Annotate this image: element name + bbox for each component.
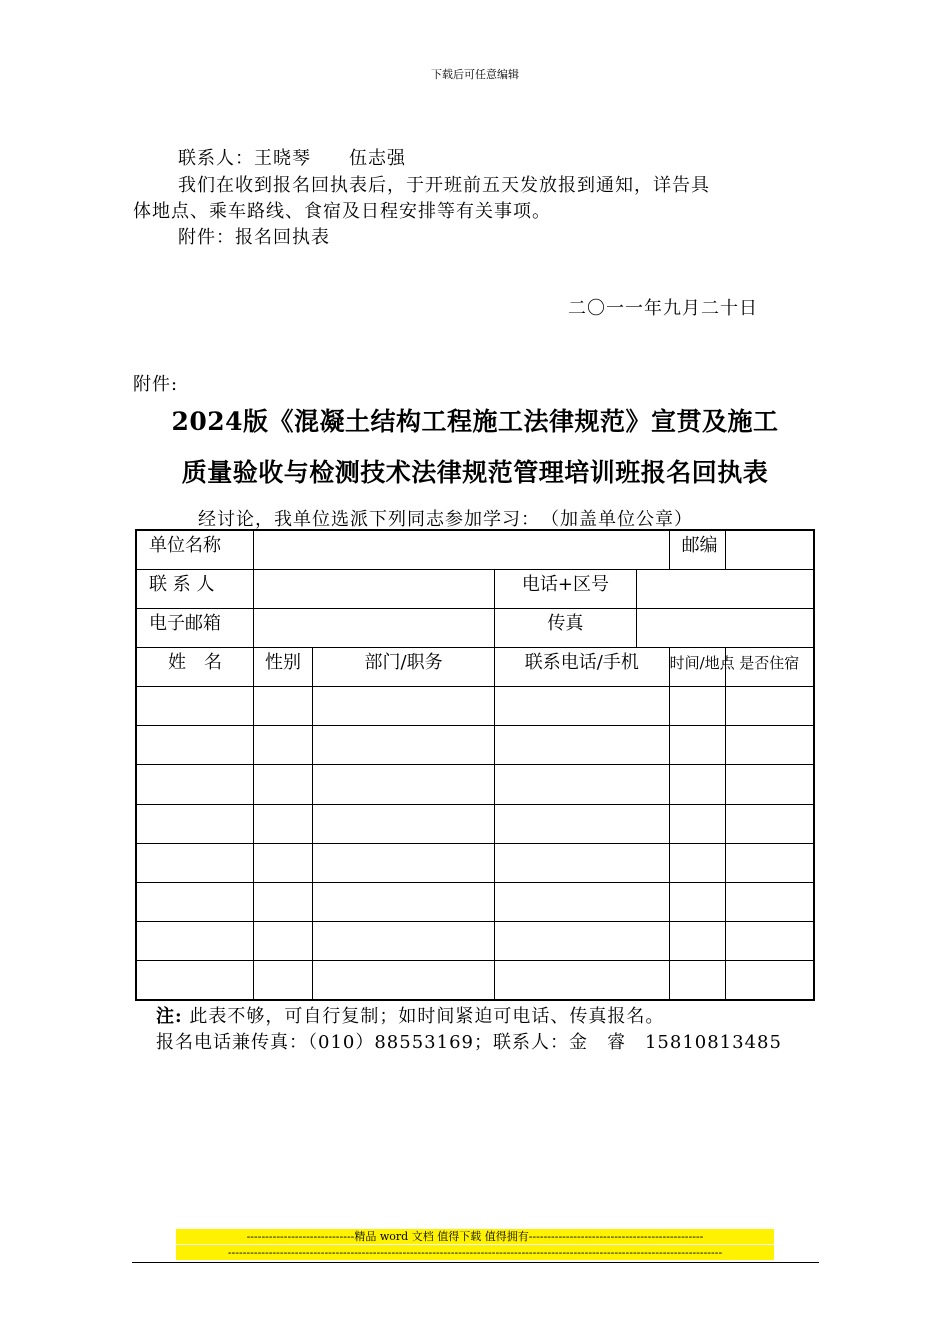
attendee-lodging-cell[interactable] [725,843,814,882]
attendee-row [136,882,814,921]
attendee-name-cell[interactable] [136,882,253,921]
attendee-row [136,960,814,1000]
attachment-line: 附件：报名回执表 [178,227,330,248]
registration-form-table [135,529,815,1001]
column-header-name: 姓 名 [136,648,253,687]
notice-line-2: 体地点、乘车路线、食宿及日程安排等有关事项。 [133,201,551,222]
attendee-name-cell[interactable] [136,960,253,1000]
attendee-phone-cell[interactable] [495,960,670,1000]
attendee-row [136,687,814,726]
attendee-department-cell[interactable] [313,843,495,882]
fax-label: 传真 [495,609,637,648]
attendee-row [136,804,814,843]
unit-name-field[interactable] [253,530,669,570]
attendee-department-cell[interactable] [313,921,495,960]
note-label: 注: [156,1006,183,1027]
attendee-phone-cell[interactable] [495,726,670,765]
attendee-department-cell[interactable] [313,726,495,765]
attendee-lodging-cell[interactable] [725,960,814,1000]
attendee-gender-cell[interactable] [253,687,312,726]
header-note: 下载后可任意编辑 [431,68,519,81]
column-header-department: 部门/职务 [313,648,495,687]
attendee-gender-cell[interactable] [253,765,312,804]
attendee-phone-cell[interactable] [495,804,670,843]
note-text: 此表不够，可自行复制；如时间紧迫可电话、传真报名。 [189,1006,665,1027]
postcode-field[interactable] [725,530,814,570]
letter-date: 二〇一一年九月二十日 [568,298,758,319]
form-note [156,1002,664,1028]
attendee-time-place-cell[interactable] [669,726,725,765]
attendee-row [136,921,814,960]
unit-name-label: 单位名称 [136,530,253,570]
attendee-lodging-cell[interactable] [725,882,814,921]
attendee-time-place-cell[interactable] [669,843,725,882]
appendix-label: 附件: [133,374,179,395]
attendee-time-place-cell[interactable] [669,804,725,843]
attendee-row [136,843,814,882]
attendee-phone-cell[interactable] [495,882,670,921]
attendee-name-cell[interactable] [136,765,253,804]
attendee-department-cell[interactable] [313,765,495,804]
attendee-name-cell[interactable] [136,726,253,765]
attendee-time-place-cell[interactable] [669,882,725,921]
attendee-time-place-cell[interactable] [669,960,725,1000]
contact-row [136,570,814,609]
attendee-phone-cell[interactable] [495,921,670,960]
email-row [136,609,814,648]
form-intro: 经讨论，我单位选派下列同志参加学习： （加盖单位公章） [198,509,693,530]
contact-person-field[interactable] [253,570,494,609]
form-title-line-2: 质量验收与检测技术法律规范管理培训班报名回执表 [181,458,769,487]
attendee-phone-cell[interactable] [495,843,670,882]
attendee-lodging-cell[interactable] [725,804,814,843]
footer-banner-line-1: -----------------------------精品 word 文档 值得下载 值得拥有----------------------------------------------- [176,1229,774,1244]
column-header-phone: 联系电话/手机 [495,648,670,687]
column-header-gender: 性别 [253,648,312,687]
attendee-gender-cell[interactable] [253,882,312,921]
attendee-department-cell[interactable] [313,804,495,843]
attendee-gender-cell[interactable] [253,843,312,882]
footer-banner-line-2: ------------------------------------------------------------------------------------------------------------------------------------- [176,1245,774,1260]
attendee-lodging-cell[interactable] [725,687,814,726]
attendee-time-place-cell[interactable] [669,921,725,960]
attendee-row [136,726,814,765]
email-label: 电子邮箱 [136,609,253,648]
attendee-gender-cell[interactable] [253,726,312,765]
registration-phone-line: 报名电话兼传真：（010）88553169；联系人：金 睿 15810813485 [156,1032,782,1053]
fax-field[interactable] [636,609,814,648]
attendee-time-place-cell[interactable] [669,765,725,804]
attendee-name-cell[interactable] [136,804,253,843]
column-header-time-place: 时间/地点 [669,648,725,687]
attendee-phone-cell[interactable] [495,687,670,726]
form-title-line-1: 2024版《混凝土结构工程施工法律规范》宣贯及施工 [171,407,779,436]
attendee-lodging-cell[interactable] [725,765,814,804]
attendee-lodging-cell[interactable] [725,921,814,960]
footer-divider [132,1262,819,1263]
attendee-time-place-cell[interactable] [669,687,725,726]
attendee-gender-cell[interactable] [253,921,312,960]
attendee-row [136,765,814,804]
phone-area-field[interactable] [636,570,814,609]
attendee-lodging-cell[interactable] [725,726,814,765]
phone-area-label: 电话+区号 [495,570,637,609]
attendee-name-cell[interactable] [136,687,253,726]
attendee-department-cell[interactable] [313,687,495,726]
attendee-gender-cell[interactable] [253,804,312,843]
unit-row [136,530,814,570]
contact-line: 联系人：王晓琴 伍志强 [178,148,406,169]
contact-person-label: 联 系 人 [136,570,253,609]
notice-line-1: 我们在收到报名回执表后，于开班前五天发放报到通知，详告具 [178,175,710,196]
attendee-gender-cell[interactable] [253,960,312,1000]
attendee-header-row [136,648,814,687]
email-field[interactable] [253,609,494,648]
postcode-label: 邮编 [669,530,725,570]
column-header-lodging: 是否住宿 [725,648,814,687]
attendee-phone-cell[interactable] [495,765,670,804]
attendee-department-cell[interactable] [313,960,495,1000]
attendee-name-cell[interactable] [136,843,253,882]
attendee-department-cell[interactable] [313,882,495,921]
attendee-name-cell[interactable] [136,921,253,960]
